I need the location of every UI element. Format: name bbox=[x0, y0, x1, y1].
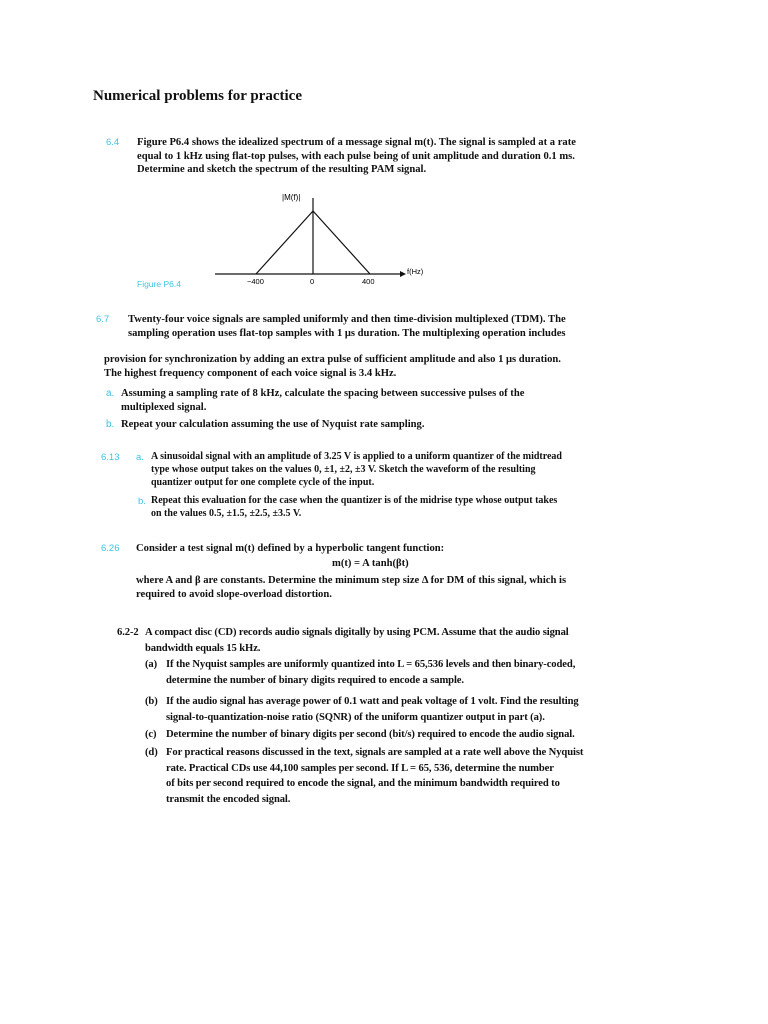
problem-number-6-4: 6.4 bbox=[106, 137, 120, 148]
part-a-letter: a. bbox=[136, 452, 144, 463]
problem-6-26-after bbox=[136, 574, 626, 601]
x-axis-label: f(Hz) bbox=[407, 267, 424, 276]
text-line: Twenty-four voice signals are sampled uniformly and then time-division multiplexed (TDM). The bbox=[128, 314, 566, 325]
text-line: Repeat this evaluation for the case when the quantizer is of the midrise type whose output takes bbox=[151, 495, 558, 506]
text-line: If the Nyquist samples are uniformly quantized into L = 65,536 levels and then binary-coded, bbox=[166, 659, 576, 670]
problem-6-7-part-a bbox=[121, 387, 621, 414]
problem-6-4-text bbox=[137, 136, 627, 177]
equation: m(t) = A tanh(βt) bbox=[332, 558, 409, 569]
figure-caption: Figure P6.4 bbox=[137, 279, 181, 289]
text-line: where A and β are constants. Determine the minimum step size Δ for DM of this signal, which is bbox=[136, 575, 567, 586]
problem-6-2-2-text bbox=[145, 625, 635, 656]
text-line: equal to 1 kHz using flat-top pulses, with each pulse being of unit amplitude and duration 0.1 ms. bbox=[137, 150, 575, 162]
text-line: If the audio signal has average power of 0.1 watt and peak voltage of 1 volt. Find the resulting bbox=[166, 696, 579, 707]
text-line: For practical reasons discussed in the text, signals are sampled at a rate well above the Nyquist bbox=[166, 747, 584, 758]
problem-number-6-2-2: 6.2-2 bbox=[117, 627, 139, 638]
x-axis-arrow bbox=[400, 271, 406, 277]
text-line: The highest frequency component of each voice signal is 3.4 kHz. bbox=[104, 367, 397, 379]
problem-number-6-13: 6.13 bbox=[101, 452, 120, 463]
part-b-letter: b. bbox=[138, 496, 146, 507]
text-line: Figure P6.4 shows the idealized spectrum of a message signal m(t). The signal is sampled at a rate bbox=[137, 137, 576, 148]
text-line: transmit the encoded signal. bbox=[166, 793, 291, 805]
text-line: provision for synchronization by adding an extra pulse of sufficient amplitude and also 1 μs duration. bbox=[104, 354, 561, 365]
text-line: multiplexed signal. bbox=[121, 401, 207, 413]
part-b-letter: (b) bbox=[145, 696, 158, 707]
part-a-letter: (a) bbox=[145, 659, 158, 670]
problem-6-2-2-part-a bbox=[166, 657, 636, 688]
spectrum-figure bbox=[200, 188, 430, 293]
tick-label-400: 400 bbox=[362, 277, 375, 286]
text-line: Determine and sketch the spectrum of the resulting PAM signal. bbox=[137, 164, 427, 175]
problem-6-7-part-b: Repeat your calculation assuming the use of Nyquist rate sampling. bbox=[121, 419, 425, 430]
part-a-letter: a. bbox=[106, 388, 115, 399]
problem-number-6-26: 6.26 bbox=[101, 543, 120, 554]
text-line: Assuming a sampling rate of 8 kHz, calculate the spacing between successive pulses of the bbox=[121, 388, 525, 399]
problem-6-7-text bbox=[128, 313, 628, 340]
text-line: A sinusoidal signal with an amplitude of 3.25 V is applied to a uniform quantizer of the midtread bbox=[151, 451, 562, 462]
problem-6-2-2-part-d bbox=[166, 745, 636, 807]
tick-label-neg400: −400 bbox=[247, 277, 264, 286]
text-line: determine the number of binary digits required to encode a sample. bbox=[166, 674, 464, 686]
problem-6-13-part-b bbox=[151, 495, 621, 521]
text-line: type whose output takes on the values 0, ±1, ±2, ±3 V. Sketch the waveform of the resulting bbox=[151, 463, 536, 475]
text-line: required to avoid slope-overload distortion. bbox=[136, 588, 332, 600]
part-d-letter: (d) bbox=[145, 747, 158, 758]
y-axis-label: |M(f)| bbox=[282, 193, 301, 202]
problem-6-7-continued bbox=[104, 353, 624, 380]
text-line: on the values 0.5, ±1.5, ±2.5, ±3.5 V. bbox=[151, 507, 302, 519]
text-line: quantizer output for one complete cycle of the input. bbox=[151, 476, 375, 488]
problem-number-6-7: 6.7 bbox=[96, 314, 110, 325]
tick-label-0: 0 bbox=[310, 277, 315, 286]
page-title: Numerical problems for practice bbox=[93, 88, 302, 104]
text-line: A compact disc (CD) records audio signals digitally by using PCM. Assume that the audio signal bbox=[145, 627, 569, 638]
text-line: signal-to-quantization-noise ratio (SQNR) of the uniform quantizer output in part (a). bbox=[166, 711, 545, 723]
problem-6-2-2-part-b bbox=[166, 694, 636, 725]
problem-6-26-text: Consider a test signal m(t) defined by a hyperbolic tangent function: bbox=[136, 543, 445, 554]
text-line: sampling operation uses flat-top samples with 1 μs duration. The multiplexing operation includes bbox=[128, 327, 566, 339]
text-line: rate. Practical CDs use 44,100 samples per second. If L = 65, 536, determine the number bbox=[166, 762, 554, 774]
text-line: of bits per second required to encode the signal, and the minimum bandwidth required to bbox=[166, 778, 560, 789]
text-line: bandwidth equals 15 kHz. bbox=[145, 642, 261, 654]
part-c-letter: (c) bbox=[145, 729, 157, 740]
problem-6-2-2-part-c: Determine the number of binary digits per second (bit/s) required to encode the audio signal. bbox=[166, 729, 575, 740]
part-b-letter: b. bbox=[106, 419, 115, 430]
problem-6-13-part-a bbox=[151, 451, 621, 489]
